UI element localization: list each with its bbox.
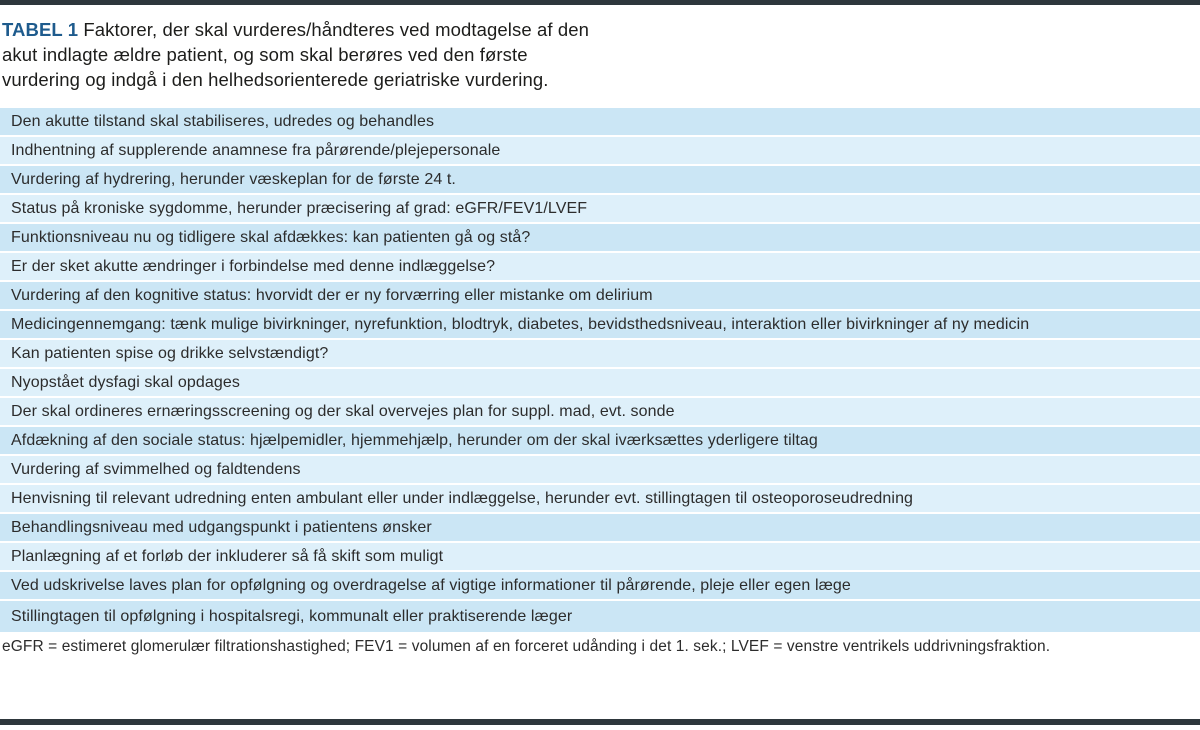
top-bar bbox=[0, 0, 1200, 5]
table-row: Den akutte tilstand skal stabiliseres, udredes og behandles bbox=[0, 108, 1200, 137]
table-row: Kan patienten spise og drikke selvstændigt? bbox=[0, 340, 1200, 369]
table-row: Er der sket akutte ændringer i forbindelse med denne indlæggelse? bbox=[0, 253, 1200, 282]
table-row: Vurdering af hydrering, herunder væskeplan for de første 24 t. bbox=[0, 166, 1200, 195]
table-row: Der skal ordineres ernæringsscreening og der skal overvejes plan for suppl. mad, evt. sonde bbox=[0, 398, 1200, 427]
table-row: Vurdering af den kognitive status: hvorvidt der er ny forværring eller mistanke om delirium bbox=[0, 282, 1200, 311]
table-row: Planlægning af et forløb der inkluderer så få skift som muligt bbox=[0, 543, 1200, 572]
table-row: Henvisning til relevant udredning enten ambulant eller under indlæggelse, herunder evt. stillingtagen til osteoporoseudredning bbox=[0, 485, 1200, 514]
table-row: Medicingennemgang: tænk mulige bivirkninger, nyrefunktion, blodtryk, diabetes, bevidsthedsniveau, interaktion eller bivirkninger af ny medicin bbox=[0, 311, 1200, 340]
table-row: Nyopstået dysfagi skal opdages bbox=[0, 369, 1200, 398]
table-row: Behandlingsniveau med udgangspunkt i patientens ønsker bbox=[0, 514, 1200, 543]
table-row: Funktionsniveau nu og tidligere skal afdækkes: kan patienten gå og stå? bbox=[0, 224, 1200, 253]
table-row: Stillingtagen til opfølgning i hospitalsregi, kommunalt eller praktiserende læger bbox=[0, 601, 1200, 632]
bottom-bar bbox=[0, 719, 1200, 725]
table-row: Status på kroniske sygdomme, herunder præcisering af grad: eGFR/FEV1/LVEF bbox=[0, 195, 1200, 224]
table bbox=[0, 108, 1200, 632]
caption-label: TABEL 1 bbox=[2, 19, 79, 40]
table-row: Afdækning af den sociale status: hjælpemidler, hjemmehjælp, herunder om der skal iværksættes yderligere tiltag bbox=[0, 427, 1200, 456]
table-row: Vurdering af svimmelhed og faldtendens bbox=[0, 456, 1200, 485]
footnote: eGFR = estimeret glomerulær filtrationshastighed; FEV1 = volumen af en forceret udånding i det 1. sek.; LVEF = venstre ventrikels uddrivningsfraktion. bbox=[2, 638, 1051, 655]
table-row: Ved udskrivelse laves plan for opfølgning og overdragelse af vigtige informationer til pårørende, pleje eller egen læge bbox=[0, 572, 1200, 601]
table-caption bbox=[2, 17, 598, 92]
caption-text: Faktorer, der skal vurderes/håndteres ved modtagelse af den akut indlagte ældre patient, og som skal berøres ved den første vurdering og indgå i den helhedsorienterede geriatriske vurdering. bbox=[2, 19, 590, 90]
table-row: Indhentning af supplerende anamnese fra pårørende/plejepersonale bbox=[0, 137, 1200, 166]
